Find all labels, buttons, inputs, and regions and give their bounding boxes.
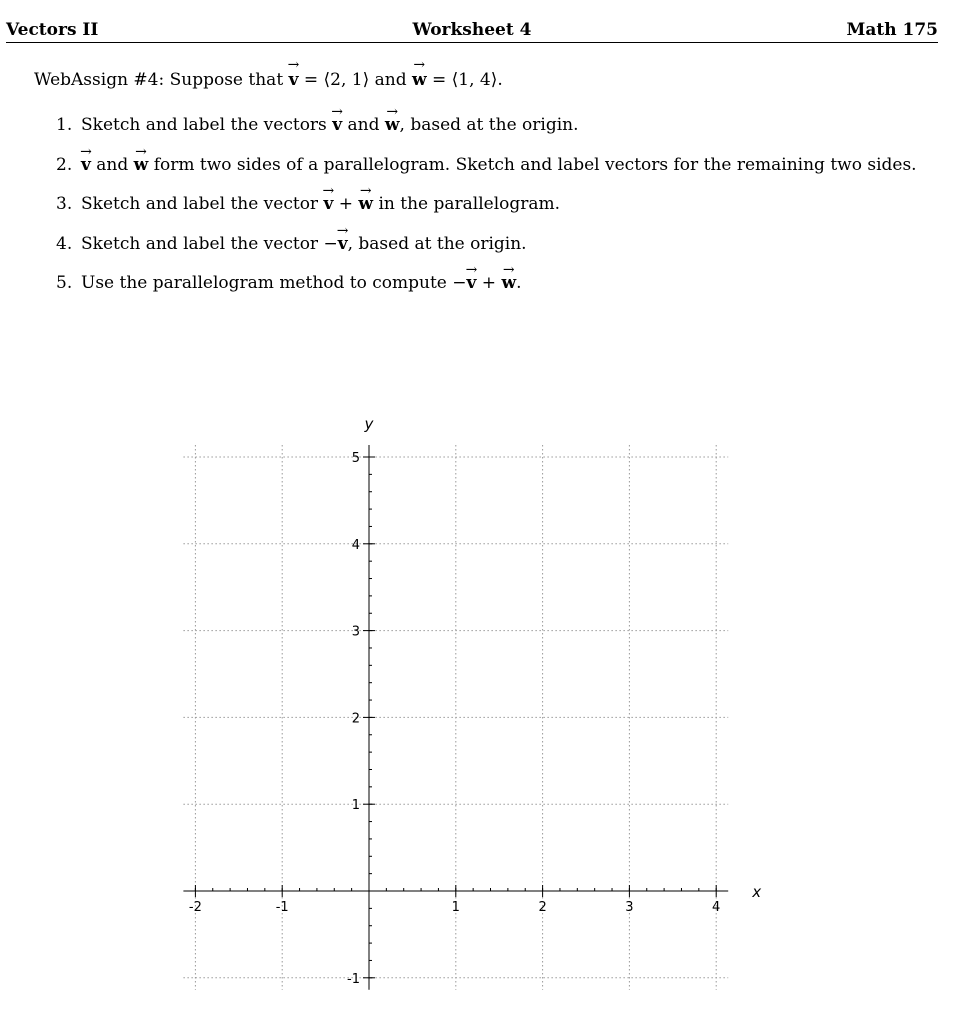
- intro-prefix: WebAssign #4: Suppose that: [34, 70, 289, 90]
- task-number: 5.: [56, 273, 73, 293]
- task-number: 1.: [56, 115, 73, 135]
- y-tick-label: -1: [347, 971, 360, 987]
- vector-w: → w: [358, 183, 373, 225]
- course-number: Math 175: [846, 20, 938, 40]
- x-axis-label: x: [752, 883, 762, 901]
- task-number: 2.: [56, 154, 73, 175]
- y-tick-label: 5: [351, 451, 360, 466]
- x-tick-label: 3: [625, 900, 634, 915]
- w-value: = ⟨1, 4⟩.: [426, 70, 503, 90]
- vector-v: → v: [81, 144, 91, 186]
- y-axis-label: y: [364, 415, 374, 433]
- y-tick-label: 1: [351, 798, 360, 814]
- x-tick-label: 1: [451, 900, 460, 915]
- vector-w: → w: [501, 262, 516, 304]
- task-text: Sketch and label the vectors: [81, 115, 333, 135]
- worksheet-title: Worksheet 4: [412, 20, 532, 40]
- vector-v: → v: [467, 262, 477, 304]
- vector-v: → v: [323, 183, 333, 225]
- x-tick-label: -1: [275, 900, 289, 915]
- task-number: 4.: [56, 233, 73, 254]
- vector-w: → w: [385, 104, 400, 146]
- task-text: +: [333, 194, 359, 214]
- task-text: in the parallelogram.: [373, 194, 561, 214]
- task-number: 3.: [56, 194, 73, 214]
- task-text: Use the parallelogram method to compute −: [81, 273, 467, 293]
- task-text: form two sides of a parallelogram. Sketch and label vectors for the remaining two sides.: [148, 154, 917, 175]
- task-text: , based at the origin.: [399, 115, 579, 135]
- vector-w: → w: [134, 144, 149, 186]
- task-text: Sketch and label the vector −: [81, 233, 338, 254]
- x-tick-label: 4: [712, 900, 721, 915]
- task-text: .: [516, 273, 522, 293]
- task-text: and: [90, 154, 134, 175]
- y-tick-label: 4: [351, 537, 360, 553]
- task-text: Sketch and label the vector: [81, 194, 324, 214]
- vector-v: → v: [332, 104, 342, 146]
- vector-v: → v: [289, 68, 299, 90]
- task-text: , based at the origin.: [347, 233, 527, 254]
- x-tick-label: 2: [538, 900, 547, 915]
- task-text: and: [342, 115, 385, 135]
- y-tick-label: 2: [351, 711, 360, 727]
- vector-w: → w: [412, 68, 427, 90]
- x-tick-label: -2: [188, 900, 202, 915]
- vector-v: → v: [338, 223, 348, 265]
- y-tick-label: 3: [351, 624, 360, 640]
- task-text: +: [476, 273, 502, 293]
- course-topic: Vectors II: [6, 20, 99, 40]
- v-value: = ⟨2, 1⟩ and: [298, 70, 412, 90]
